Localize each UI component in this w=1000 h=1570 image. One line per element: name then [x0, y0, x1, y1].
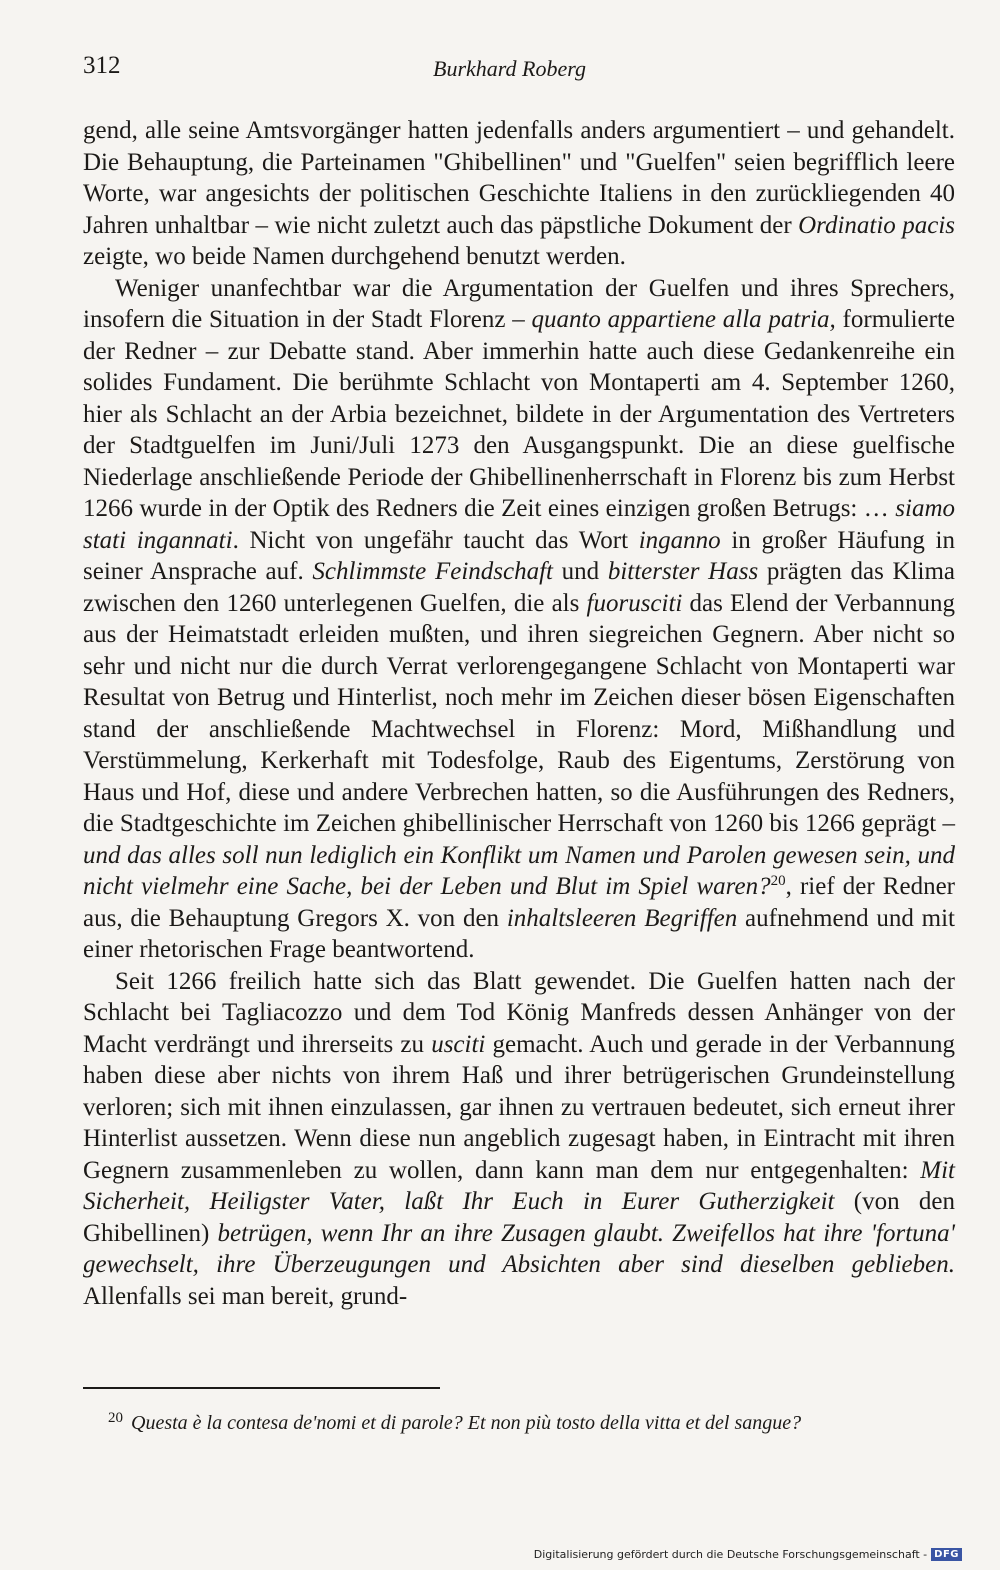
text-run: prägten das Klima zwischen den 1260 unterlegenen Guelfen, die als	[83, 558, 955, 617]
text-run: das Elend der Verbannung aus der Heimatstadt erleiden mußten, und ihren siegreichen Gegnern. Aber nicht so sehr und nicht nur die durch Verrat verlorengegangene Schlacht von Montaperti war Resultat von Betrug und Hinterlist, noch mehr im Zeichen dieser bösen Eigenschaften stand der anschließende Machtwechsel in Florenz: Mord, Mißhandlung und Verstümmelung, Kerkerhaft mit Todesfolge, Raub des Eigentums, Zerstörung von Haus und Hof, diese und andere Verbrechen hatten, so die Ausführungen des Redners, die Stadtgeschichte im Zeichen ghibellinischer Herrschaft von 1260 bis 1266 geprägt –	[83, 589, 955, 837]
dfg-logo: DFG	[931, 1548, 962, 1561]
footnote	[108, 1410, 958, 1435]
running-title: Burkhard Roberg	[433, 56, 586, 81]
footnote-reference[interactable]: 20	[770, 873, 786, 889]
text-run: gemacht. Auch und gerade in der Verbannung haben diese aber nichts von ihrem Haß und ihrer betrügerischen Grundeinstellung verloren; sich mit ihnen einzulassen, gar ihnen zu vertrauen bedeutet, sich erneut ihrer Hinterlist aussetzen. Wenn diese nun angeblich zugesagt haben, in Eintracht mit ihren Gegnern zusammenleben zu wollen, dann kann man dem nur entgegenhalten:	[83, 1030, 956, 1184]
text-run: Weniger unanfechtbar war die Argumentation der Guelfen und ihres Sprechers, insofern die Situation in der Stadt Florenz –	[83, 274, 955, 333]
italic-run: Schlimmste Feindschaft	[312, 558, 553, 585]
text-run: Allenfalls sei man bereit, grund-	[83, 1282, 408, 1310]
italic-run: bitterster Hass	[607, 558, 759, 585]
italic-run: fuorusciti	[586, 589, 683, 617]
text-run: aufnehmend und mit einer rhetorischen Frage beantwortend.	[83, 904, 955, 963]
page-number: 312	[83, 52, 121, 79]
italic-run: Ordinatio pacis	[798, 211, 956, 239]
footnote-text: Questa è la contesa de'nomi et di parole? Et non più tosto della vitta et del sangue?	[131, 1412, 802, 1434]
italic-run: usciti	[431, 1030, 486, 1058]
paragraph-1	[83, 115, 955, 273]
text-run: Seit 1266 freilich hatte sich das Blatt gewendet. Die Guelfen hatten nach der Schlacht bei Tagliacozzo und dem Tod König Manfreds dessen Anhänger von der Macht verdrängt und ihrerseits zu	[83, 967, 955, 1058]
digitization-credit-text: Digitalisierung gefördert durch die Deutsche Forschungsgemeinschaft -	[533, 1548, 928, 1561]
running-head	[83, 52, 955, 92]
paragraph-3	[83, 966, 955, 1313]
italic-run: inhaltsleeren Begriffen	[506, 904, 738, 932]
text-run: formulierte der Redner – zur Debatte stand. Aber immerhin hatte auch diese Gedankenreihe ein solides Fundament. Die berühmte Schlacht von Montaperti am 4. September 1260, hier als Schlacht an der Arbia bezeichnet, bildete in der Argumentation des Vertreters der Stadtguelfen im Juni/Juli 1273 den Ausgangspunkt. Die an diese guelfische Niederlage anschließende Periode der Ghibellinenherrschaft in Florenz bis zum Herbst 1266 wurde in der Optik des Redners die Zeit eines einzigen großen Betrugs: …	[83, 306, 955, 522]
text-run: (von den Ghibellinen)	[83, 1188, 955, 1247]
footnote-number: 20	[108, 1410, 123, 1426]
text-run: . Nicht von ungefähr taucht das Wort	[232, 526, 639, 554]
italic-run: Mit Sicherheit, Heiligster Vater, laßt Ihr Euch in Eurer Gutherzigkeit	[83, 1156, 955, 1215]
body-text	[83, 115, 955, 1312]
paragraph-2	[83, 273, 955, 966]
italic-run: betrügen, wenn Ihr an ihre Zusagen glaubt. Zweifellos hat ihre 'fortuna' gewechselt, ihre Überzeugungen und Absichten aber sind dieselben geblieben.	[83, 1219, 955, 1278]
italic-run: quanto appartiene alla patria,	[531, 306, 836, 333]
text-run: in großer Häufung in seiner Ansprache auf.	[83, 526, 955, 585]
text-run: gend, alle seine Amtsvorgänger hatten jedenfalls anders argumentiert – und gehandelt. Die Behauptung, die Parteinamen "Ghibellinen" und "Guelfen" seien begrifflich leere Worte, war angesichts der politischen Geschichte Italiens in den zurückliegenden 40 Jahren unhaltbar – wie nicht zuletzt auch das päpstliche Dokument der	[83, 117, 955, 239]
italic-run: siamo stati ingannati	[83, 495, 955, 554]
footnote-divider	[83, 1387, 440, 1389]
text-run: , rief der Redner aus, die Behauptung Gregors X. von den	[83, 873, 956, 932]
digitization-credit	[534, 1548, 962, 1561]
italic-run: inganno	[638, 526, 721, 554]
italic-run: und das alles soll nun lediglich ein Konflikt um Namen und Parolen gewesen sein, und nicht vielmehr eine Sache, bei der Leben und Blut im Spiel waren?	[83, 841, 955, 900]
text-run: zeigte, wo beide Namen durchgehend benutzt werden.	[83, 243, 626, 270]
text-run: und	[552, 558, 608, 585]
